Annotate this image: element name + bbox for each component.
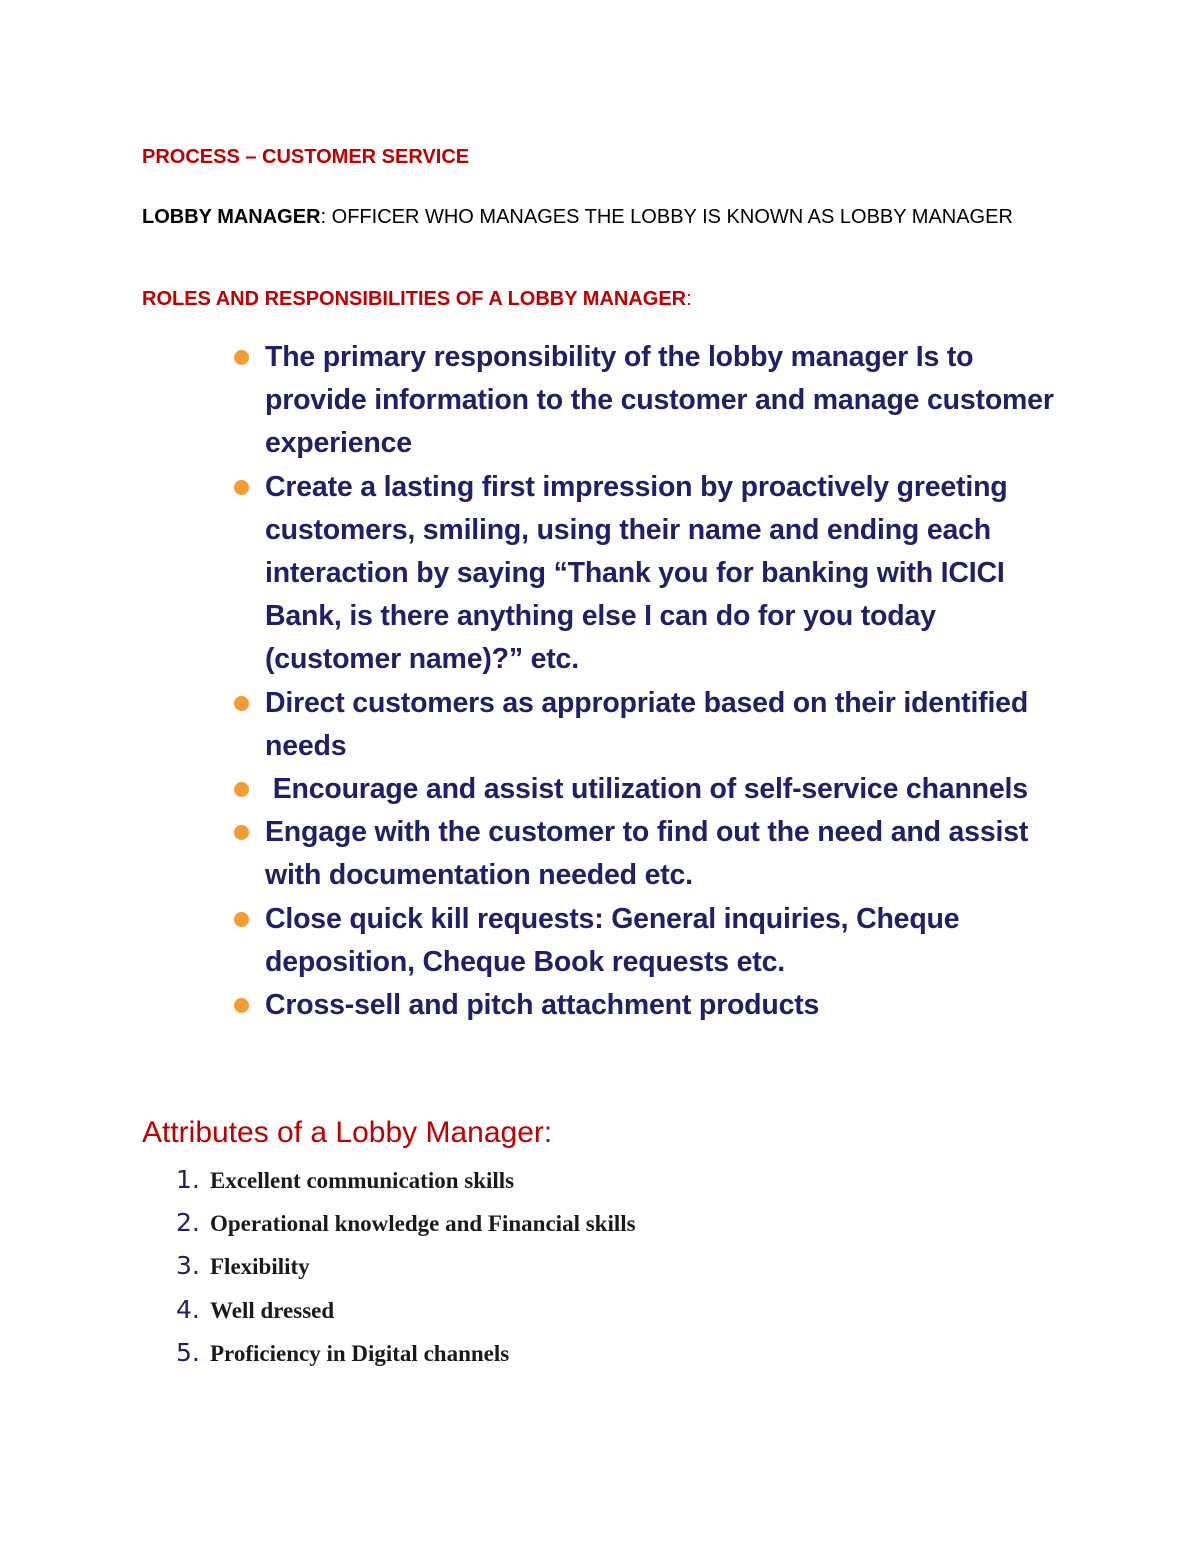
roles-heading: [142, 288, 692, 311]
definition-term: LOBBY MANAGER: [142, 206, 321, 228]
attribute-item: [176, 1288, 636, 1331]
bullet-dot-icon: [234, 480, 249, 495]
definition-text: OFFICER WHO MANAGES THE LOBBY IS KNOWN AS LOBBY MANAGER: [326, 206, 1013, 228]
responsibility-item: [232, 466, 1062, 682]
responsibility-text: Create a lasting first impression by proactively greeting customers, smiling, using their name and ending each interaction by saying “Thank you for banking with ICICI Bank, is there anything else I can do for you today (customer name)?” etc.: [265, 470, 1008, 676]
responsibilities-list: [232, 336, 1062, 1027]
attribute-item: [176, 1158, 636, 1201]
definition-separator: :: [320, 206, 327, 228]
attribute-number: 4.: [176, 1294, 200, 1324]
responsibility-item: [232, 336, 1062, 466]
responsibility-item: [232, 682, 1062, 768]
responsibility-item: [232, 811, 1062, 897]
bullet-dot-icon: [234, 912, 249, 927]
roles-heading-text: ROLES AND RESPONSIBILITIES OF A LOBBY MANAGER: [142, 288, 687, 310]
attribute-number: 2.: [176, 1208, 200, 1238]
responsibility-text: The primary responsibility of the lobby manager Is to provide information to the customer and manage customer experience: [265, 341, 1054, 460]
attribute-text: Operational knowledge and Financial skills: [210, 1211, 636, 1237]
responsibility-item: [232, 984, 1062, 1027]
attributes-heading: Attributes of a Lobby Manager:: [142, 1116, 553, 1149]
responsibility-text: Encourage and assist utilization of self-service channels: [265, 773, 1028, 806]
attribute-text: Well dressed: [210, 1297, 335, 1323]
attribute-item: [176, 1331, 636, 1374]
attributes-list: [176, 1158, 636, 1374]
bullet-dot-icon: [234, 696, 249, 711]
responsibility-text: Cross-sell and pitch attachment products: [265, 989, 820, 1022]
responsibility-text: Close quick kill requests: General inquiries, Cheque deposition, Cheque Book requests etc.: [265, 902, 960, 978]
attribute-number: 3.: [176, 1251, 200, 1281]
attribute-item: [176, 1244, 636, 1287]
responsibility-text: Engage with the customer to find out the need and assist with documentation needed etc.: [265, 816, 1029, 892]
bullet-dot-icon: [234, 998, 249, 1013]
bullet-dot-icon: [234, 825, 249, 840]
attribute-number: 5.: [176, 1337, 200, 1367]
attribute-text: Proficiency in Digital channels: [210, 1340, 510, 1366]
bullet-dot-icon: [234, 350, 249, 365]
attribute-item: [176, 1201, 636, 1244]
responsibility-item: [232, 768, 1062, 811]
attribute-text: Flexibility: [210, 1254, 310, 1280]
responsibility-item: [232, 898, 1062, 984]
attribute-text: Excellent communication skills: [210, 1168, 515, 1193]
process-heading: PROCESS – CUSTOMER SERVICE: [142, 146, 470, 168]
responsibility-text: Direct customers as appropriate based on their identified needs: [265, 686, 1029, 762]
lobby-manager-definition: [142, 200, 1042, 234]
bullet-dot-icon: [234, 782, 249, 797]
roles-heading-colon: :: [686, 288, 692, 310]
attribute-number: 1.: [176, 1165, 200, 1194]
